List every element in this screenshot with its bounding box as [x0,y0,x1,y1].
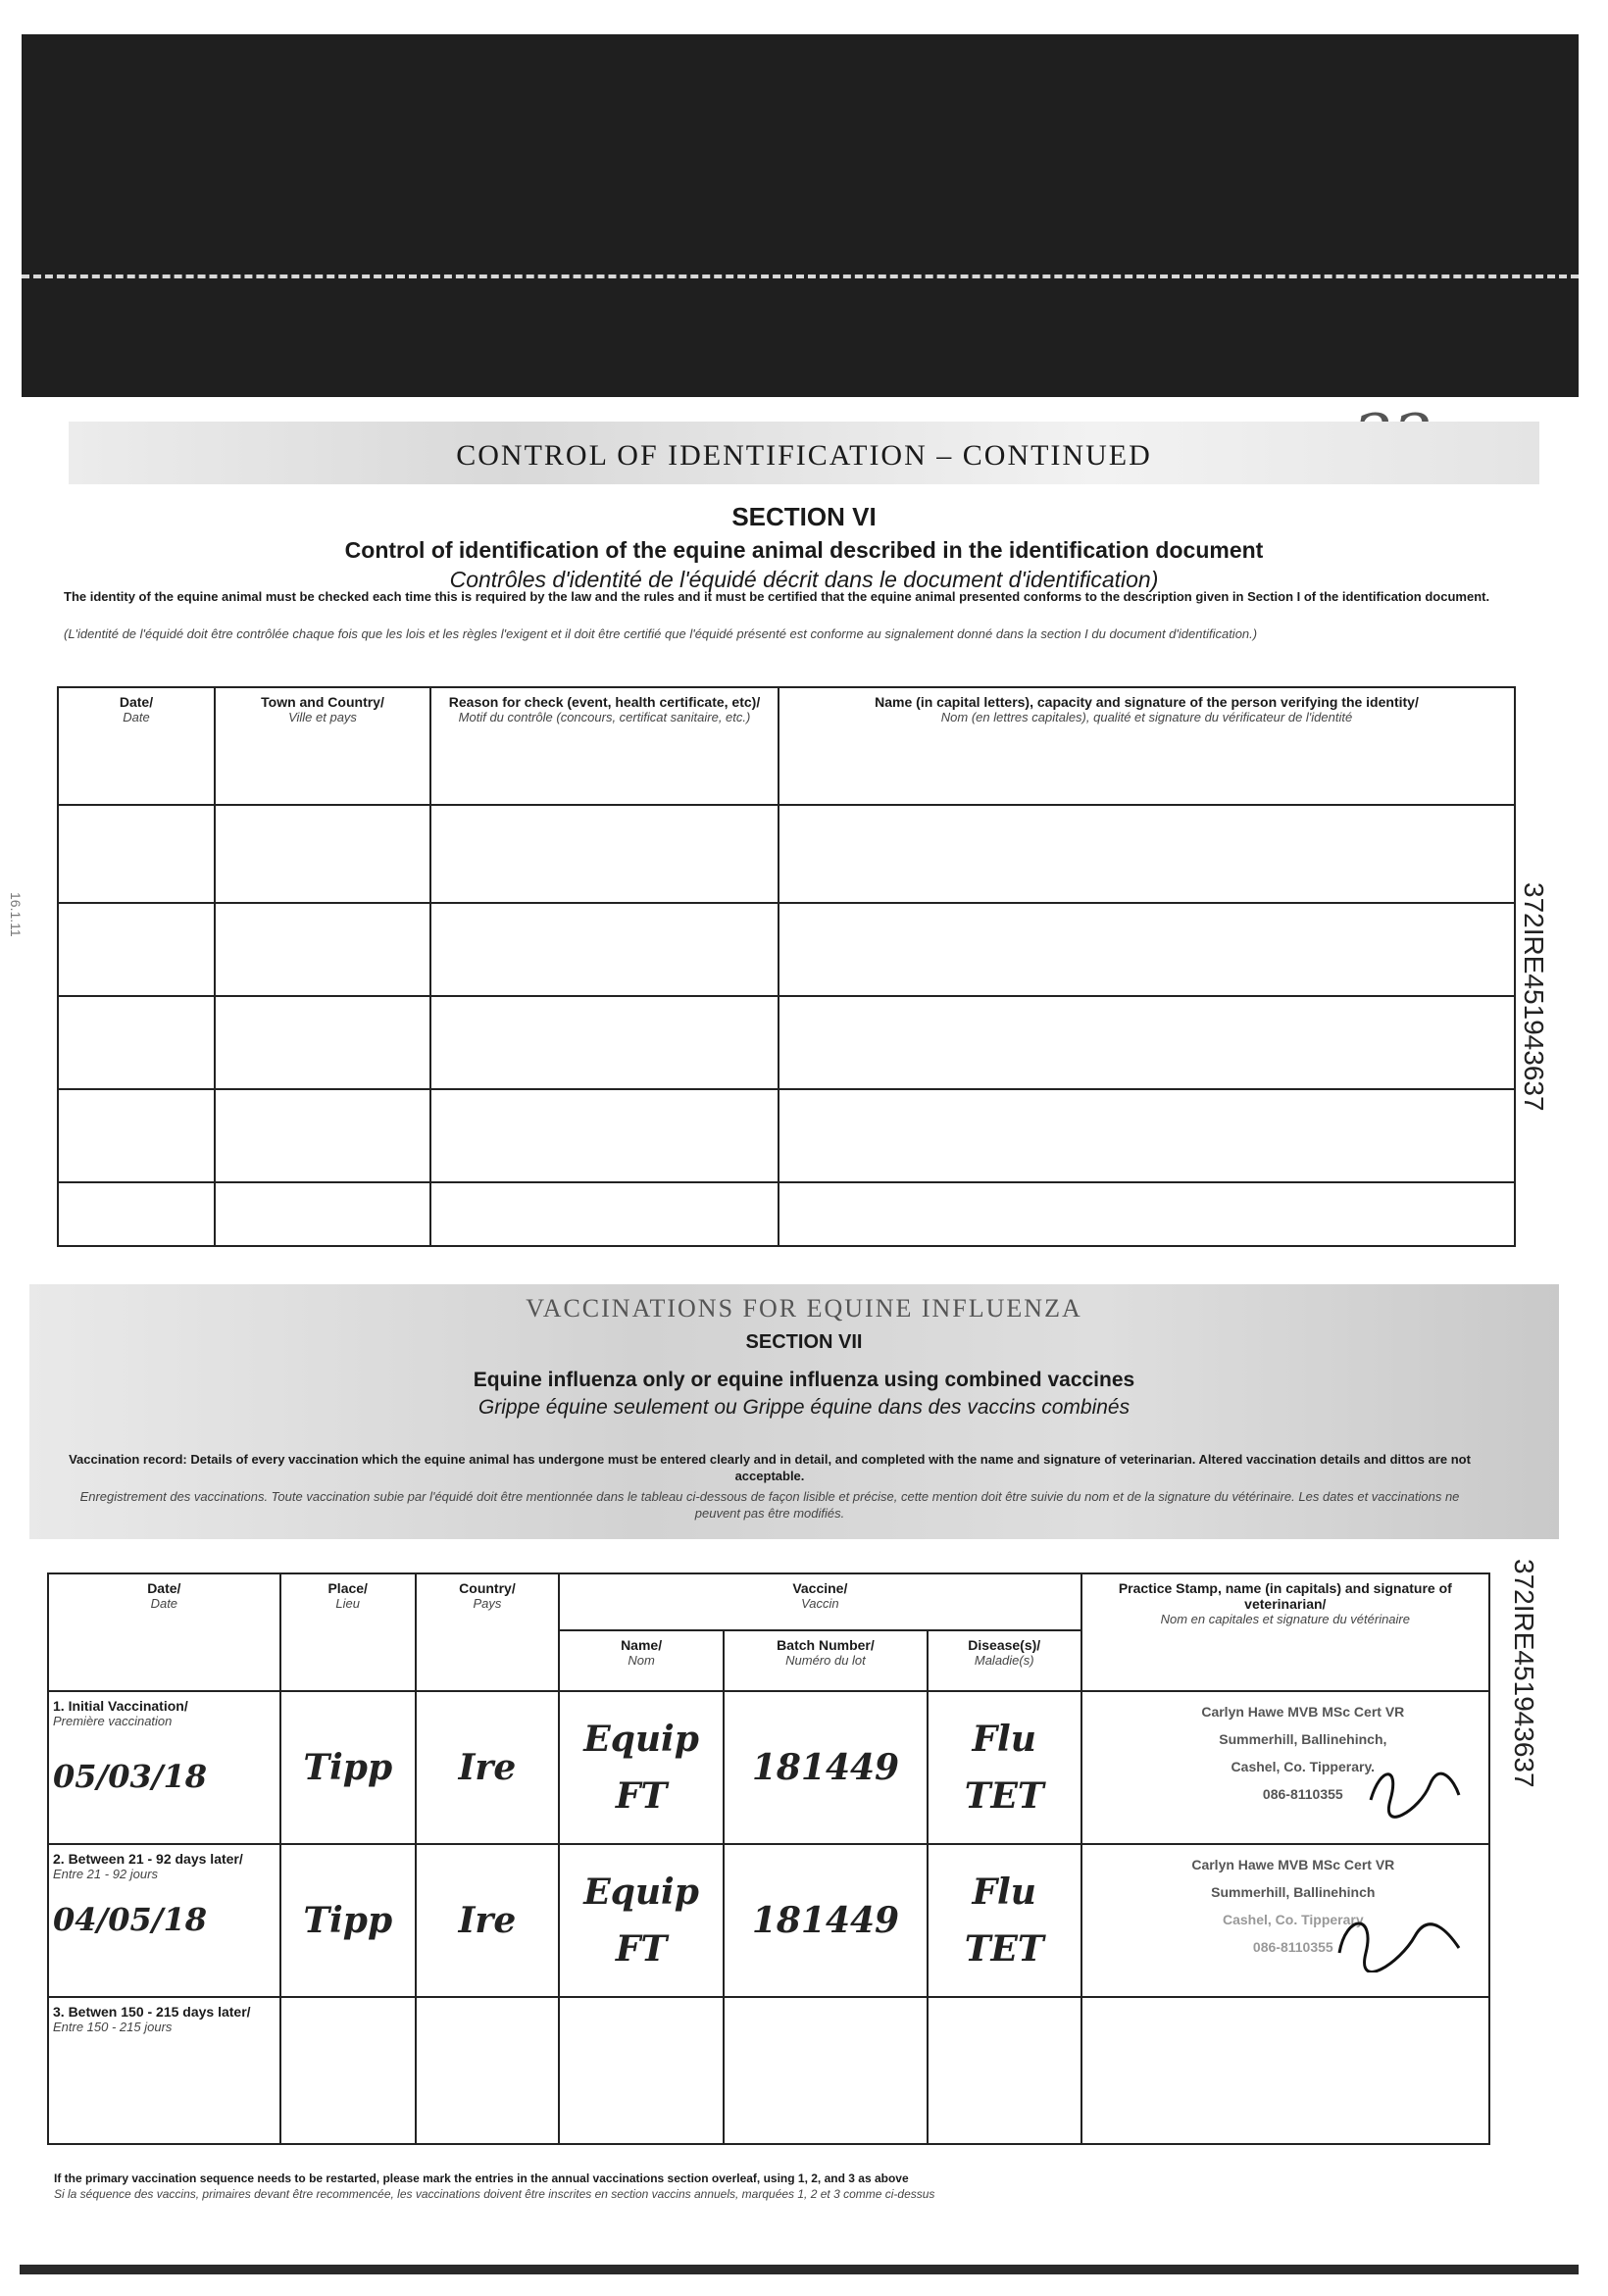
row1-batch: 181449 [751,1747,900,1788]
page-bottom-edge [20,2265,1579,2274]
section6-title-en: Control of identification of the equine animal described in the identification document [344,537,1264,563]
section6-heading: SECTION VI [731,502,877,531]
table-row [58,1182,1515,1246]
row1-vaccine-name-1: Equip [583,1719,699,1760]
vaccination-row-2 [48,1844,1489,1997]
row2-date: 04/05/18 [53,1901,207,1938]
row2-label: 2. Between 21 - 92 days later/ Entre 21 - 92 jours 04/05/18 [48,1844,280,1997]
row2-vaccine-name-2: FT [615,1928,668,1970]
row2-stamp-line: Cashel, Co. Tipperary [1222,1912,1364,1927]
row1-place: Tipp [303,1747,393,1788]
table-row [58,805,1515,903]
col-town-header: Town and Country/ Ville et pays [215,687,430,805]
section6-title-fr: Contrôles d'identité de l'équidé décrit dans le document d'identification) [449,567,1159,592]
row1-disease-2: TET [964,1775,1044,1817]
identity-check-table [57,686,1516,1247]
section6-note-fr: (L'identité de l'équidé doit être contrôlée chaque fois que les lois et les règles l'exigent et il doit être certifié que l'équidé présenté est conforme au signalement donné dans la section I du document d'identification.) [64,626,1258,641]
row2-stamp-line: 086-8110355 [1252,1939,1333,1955]
col-date-header: Date/ Date [58,687,215,805]
row1-stamp-line: Summerhill, Ballinehinch, [1219,1731,1387,1747]
row1-stamp-line: Carlyn Hawe MVB MSc Cert VR [1201,1704,1405,1720]
section6-banner-title: CONTROL OF IDENTIFICATION – CONTINUED [456,439,1152,472]
row1-disease-1: Flu [972,1719,1036,1760]
row1-date: 05/03/18 [53,1758,207,1795]
col-reason-header: Reason for check (event, health certificate, etc)/ Motif du contrôle (concours, certificat sanitaire, etc.) [430,687,779,805]
row2-country: Ire [458,1900,517,1941]
vacc-col-date-header: Date/ Date [48,1573,280,1691]
footnote-fr: Si la séquence des vaccins, primaires devant être recommencée, les vaccinations doivent être inscrites en section vaccins annuels, marquées 1, 2 et 3 comme ci-dessus [54,2187,935,2201]
col-name-header: Name (in capital letters), capacity and signature of the person verifying the identity/ Nom (en lettres capitales), qualité et signature du vérificateur de l'identité [779,687,1515,805]
row3-label: 3. Betwen 150 - 215 days later/ Entre 150 - 215 jours [48,1997,280,2144]
row2-stamp-line: Summerhill, Ballinehinch [1211,1884,1376,1900]
row1-vet-stamp [1081,1691,1489,1844]
row1-country: Ire [458,1747,517,1788]
table-row [58,996,1515,1089]
row2-batch: 181449 [751,1900,900,1941]
vacc-col-stamp-header: Practice Stamp, name (in capitals) and signature of veterinarian/ Nom en capitales et signature du vétérinaire [1081,1573,1489,1691]
table-row [58,1089,1515,1182]
left-margin-note: 16.1.11 [8,892,24,937]
section7-record-fr: Enregistrement des vaccinations. Toute vaccination subie par l'équidé doit être mentionnée dans le tableau ci-dessous de façon lisible et précise, cette mention doit être suivie du nom et de la signature du vétérinaire. Les dates et vaccinations ne peuvent pas être modifiés. [79,1489,1460,1521]
row2-stamp-line: Carlyn Hawe MVB MSc Cert VR [1191,1857,1395,1872]
passport-id-top: 372IRE451943637 [1519,882,1549,1112]
row2-disease-1: Flu [972,1872,1036,1913]
vaccination-row-1 [48,1691,1489,1844]
table-row [58,903,1515,996]
vaccination-row-3 [48,1997,1489,2144]
section7-title-en: Equine influenza only or equine influenza using combined vaccines [473,1369,1135,1391]
vacc-col-vaccine-header: Vaccine/ Vaccin [559,1573,1081,1630]
vaccination-table [47,1572,1490,2145]
section7-title-fr: Grippe équine seulement ou Grippe équine dans des vaccins combinés [477,1396,1131,1419]
section7-heading: SECTION VII [745,1331,863,1353]
section7-record-en: Vaccination record: Details of every vaccination which the equine animal has undergone must be entered clearly and in detail, and completed with the name and signature of veterinarian. Altered vaccination details and dittos are not acceptable. [69,1452,1471,1483]
row2-place: Tipp [303,1900,393,1941]
row1-label: 1. Initial Vaccination/ Première vaccination 05/03/18 [48,1691,280,1844]
passport-cover [22,34,1579,397]
row1-stamp-line: Cashel, Co. Tipperary. [1231,1759,1376,1774]
vacc-col-place-header: Place/ Lieu [280,1573,416,1691]
cover-stitching [22,275,1579,278]
row2-vaccine-name-1: Equip [583,1872,699,1913]
row2-vet-stamp [1081,1844,1489,1997]
passport-id-bottom: 372IRE451943637 [1509,1559,1539,1788]
row1-stamp-line: 086-8110355 [1262,1786,1343,1802]
row1-vaccine-name-2: FT [615,1775,668,1817]
row2-disease-2: TET [964,1928,1044,1970]
vacc-col-name-header: Name/ Nom [559,1630,724,1691]
vacc-col-country-header: Country/ Pays [416,1573,559,1691]
section6-note-en: The identity of the equine animal must be checked each time this is required by the law and the rules and it must be certified that the equine animal presented conforms to the description given in Section I of the identification document. [64,589,1490,604]
vacc-col-batch-header: Batch Number/ Numéro du lot [724,1630,928,1691]
row2-signature [1332,1909,1469,1972]
row1-signature [1361,1761,1469,1820]
section7-banner-title: VACCINATIONS FOR EQUINE INFLUENZA [526,1294,1082,1323]
vacc-col-disease-header: Disease(s)/ Maladie(s) [928,1630,1081,1691]
footnote-en: If the primary vaccination sequence needs to be restarted, please mark the entries in the annual vaccinations section overleaf, using 1, 2, and 3 as above [54,2171,909,2185]
